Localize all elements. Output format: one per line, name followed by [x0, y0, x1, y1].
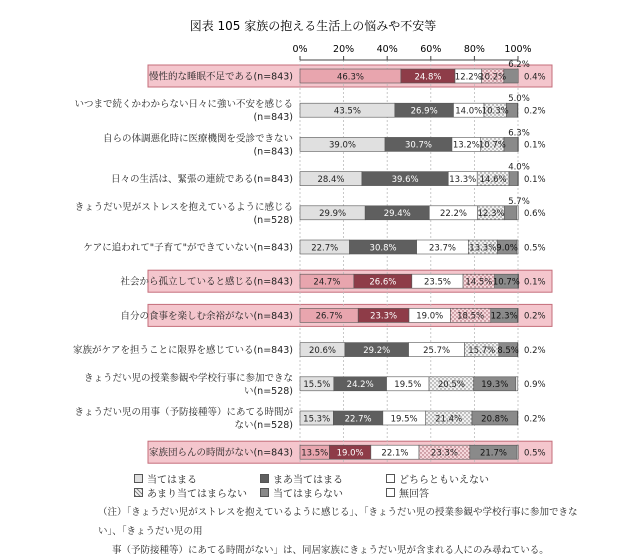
data-label: 0.4%	[524, 72, 546, 83]
bar-row	[74, 406, 545, 431]
footnote-line-2: 事（予防接種等）にあてる時間がない」は、同居家族にきょうだい児が含まれる人にのみ尋ねている。	[112, 545, 549, 556]
bar-row	[73, 343, 546, 357]
data-label: 13.2%	[452, 140, 480, 151]
legend-swatch	[134, 474, 143, 483]
bar-segment	[517, 103, 518, 117]
bar-segment	[517, 69, 518, 83]
data-label: 25.7%	[423, 345, 451, 356]
category-label: い(n=528)	[243, 385, 293, 397]
data-label: 23.3%	[370, 311, 398, 322]
data-label: 0.5%	[524, 243, 546, 254]
bar-row	[103, 128, 546, 157]
data-label: 12.3%	[490, 311, 518, 322]
category-label: (n=843)	[253, 146, 293, 158]
data-label: 6.3%	[508, 128, 530, 139]
bar-segment	[517, 206, 518, 220]
x-tick-label: 80%	[463, 44, 485, 55]
x-tick-label: 40%	[376, 44, 398, 55]
category-label: 家族がケアを担うことに限界を感じている(n=843)	[72, 345, 293, 357]
legend-item-dochiratomo	[386, 471, 489, 486]
x-tick-label: 60%	[420, 44, 442, 55]
data-label: 21.7%	[479, 448, 507, 459]
x-tick-label: 100%	[504, 44, 532, 55]
data-label: 29.2%	[363, 345, 391, 356]
data-label: 24.8%	[414, 72, 442, 83]
data-label: 46.3%	[336, 72, 364, 83]
data-label: 18.5%	[457, 311, 485, 322]
category-label: 家族団らんの時間がない(n=843)	[148, 447, 293, 459]
data-label: 0.2%	[524, 106, 546, 117]
data-label: 26.6%	[369, 277, 397, 288]
data-label: 30.8%	[369, 243, 397, 254]
category-label: きょうだい児の授業参観や学校行事に参加できな	[83, 372, 293, 384]
legend-item-maa-atehamaru	[260, 471, 343, 486]
legend-label: どちらともいえない	[399, 475, 489, 486]
bar-segment	[517, 445, 518, 459]
data-label: 19.3%	[481, 380, 509, 391]
data-label: 6.2%	[508, 60, 530, 70]
bar-segment	[518, 172, 519, 186]
legend-item-amari	[134, 485, 247, 500]
footnote	[98, 503, 598, 560]
x-tick-label: 0%	[292, 44, 308, 55]
bar-segment	[504, 137, 518, 151]
data-label: 13.3%	[469, 243, 497, 254]
legend-label: まあ当てはまる	[273, 475, 343, 486]
bar-row	[149, 445, 546, 459]
data-label: 5.0%	[508, 94, 530, 105]
bar-segment	[516, 377, 518, 391]
data-label: 13.5%	[301, 448, 329, 459]
data-label: 0.5%	[524, 448, 546, 459]
data-label: 22.7%	[344, 414, 372, 425]
category-label: 自らの体調悪化時に医療機関を受診できない	[102, 133, 293, 145]
data-label: 10.7%	[478, 140, 506, 151]
data-label: 22.7%	[311, 243, 339, 254]
data-label: 20.5%	[437, 380, 465, 391]
legend-label: 当てはまる	[147, 475, 197, 486]
legend-swatch	[260, 488, 269, 497]
data-label: 0.6%	[524, 209, 546, 220]
bar-row	[75, 197, 546, 226]
bar-segment	[517, 411, 518, 425]
legend-swatch	[386, 474, 395, 483]
category-label: きょうだい児がストレスを抱えているように感じる	[74, 201, 293, 213]
data-label: 0.9%	[524, 380, 546, 391]
data-label: 14.5%	[465, 277, 493, 288]
data-label: 10.3%	[481, 106, 509, 117]
data-label: 23.3%	[430, 448, 458, 459]
data-label: 0.2%	[524, 311, 546, 322]
data-label: 19.0%	[416, 311, 444, 322]
chart-title: 図表 105 家族の抱える生活上の悩みや不安等	[189, 19, 437, 33]
data-label: 15.3%	[303, 414, 331, 425]
data-label: 10.2%	[479, 72, 507, 83]
data-label: 9.0%	[496, 243, 518, 254]
data-label: 12.2%	[454, 72, 482, 83]
data-label: 39.6%	[391, 174, 419, 185]
data-label: 22.1%	[381, 448, 409, 459]
data-label: 23.7%	[428, 243, 456, 254]
data-label: 26.7%	[315, 311, 343, 322]
data-label: 10.7%	[492, 277, 520, 288]
category-label: ケアに追われて"子育て"ができていない(n=843)	[83, 242, 293, 254]
legend-label: 無回答	[399, 489, 429, 500]
legend-label: あまり当てはまらない	[147, 489, 247, 500]
data-label: 4.0%	[508, 162, 530, 173]
data-label: 15.7%	[468, 345, 496, 356]
data-label: 19.5%	[394, 380, 422, 391]
legend-swatch	[134, 488, 143, 497]
category-label: 慢性的な睡眠不足である(n=843)	[148, 71, 293, 83]
bar-segment	[509, 172, 518, 186]
data-label: 0.1%	[524, 174, 546, 185]
data-label: 0.2%	[524, 414, 546, 425]
data-label: 29.4%	[383, 209, 411, 220]
bar-segment	[518, 137, 519, 151]
data-label: 21.4%	[435, 414, 463, 425]
bar-row	[74, 94, 545, 123]
data-label: 19.0%	[336, 448, 364, 459]
bar-row	[149, 60, 546, 83]
category-label: 社会から孤立していると感じる(n=843)	[120, 276, 293, 288]
data-label: 0.1%	[524, 277, 546, 288]
data-label: 12.3%	[477, 209, 505, 220]
data-label: 20.8%	[481, 414, 509, 425]
data-label: 23.5%	[423, 277, 451, 288]
legend-swatch	[386, 488, 395, 497]
category-label: いつまで続くかわからない日々に強い不安を感じる	[74, 99, 293, 111]
bar-row	[83, 240, 545, 254]
data-label: 30.7%	[404, 140, 432, 151]
data-label: 39.0%	[329, 140, 357, 151]
category-label: 自分の食事を楽しむ余裕がない(n=843)	[120, 310, 293, 322]
data-label: 0.2%	[524, 345, 546, 356]
category-label: きょうだい児の用事（予防接種等）にあてる時間が	[74, 407, 293, 418]
data-label: 24.2%	[346, 380, 374, 391]
x-tick-label: 20%	[333, 44, 355, 55]
data-label: 24.7%	[313, 277, 341, 288]
bar-segment	[504, 206, 516, 220]
legend-label: 当てはまらない	[273, 489, 343, 500]
bar-row	[120, 274, 545, 288]
legend-item-atehamaranai	[260, 485, 343, 500]
legend-item-atehamaru	[134, 471, 197, 486]
data-label: 20.6%	[308, 345, 336, 356]
data-label: 29.9%	[319, 209, 347, 220]
data-label: 26.9%	[410, 106, 438, 117]
data-label: 14.6%	[479, 174, 507, 185]
data-label: 19.5%	[390, 414, 418, 425]
data-label: 5.7%	[508, 196, 530, 207]
bar-row	[120, 308, 545, 322]
category-label: (n=843)	[253, 112, 293, 124]
category-label: (n=528)	[253, 214, 293, 226]
data-label: 15.5%	[303, 380, 331, 391]
footnote-line-1: （注）「きょうだい児がストレスを抱えているように感じる」、「きょうだい児の授業参観や学校行事に参加できない」、「きょうだい児の用	[98, 507, 578, 537]
bar-row	[111, 163, 546, 186]
data-label: 14.0%	[455, 106, 483, 117]
data-label: 13.3%	[449, 174, 477, 185]
data-label: 22.2%	[439, 209, 467, 220]
legend-item-mukaito	[386, 485, 429, 500]
data-label: 43.5%	[333, 106, 361, 117]
category-label: 日々の生活は、緊張の連続である(n=843)	[110, 174, 293, 186]
bar-row	[84, 372, 546, 397]
data-label: 28.4%	[317, 174, 345, 185]
data-label: 0.1%	[524, 140, 546, 151]
data-label: 8.5%	[497, 345, 519, 356]
category-label: ない(n=528)	[234, 420, 293, 431]
legend-swatch	[260, 474, 269, 483]
